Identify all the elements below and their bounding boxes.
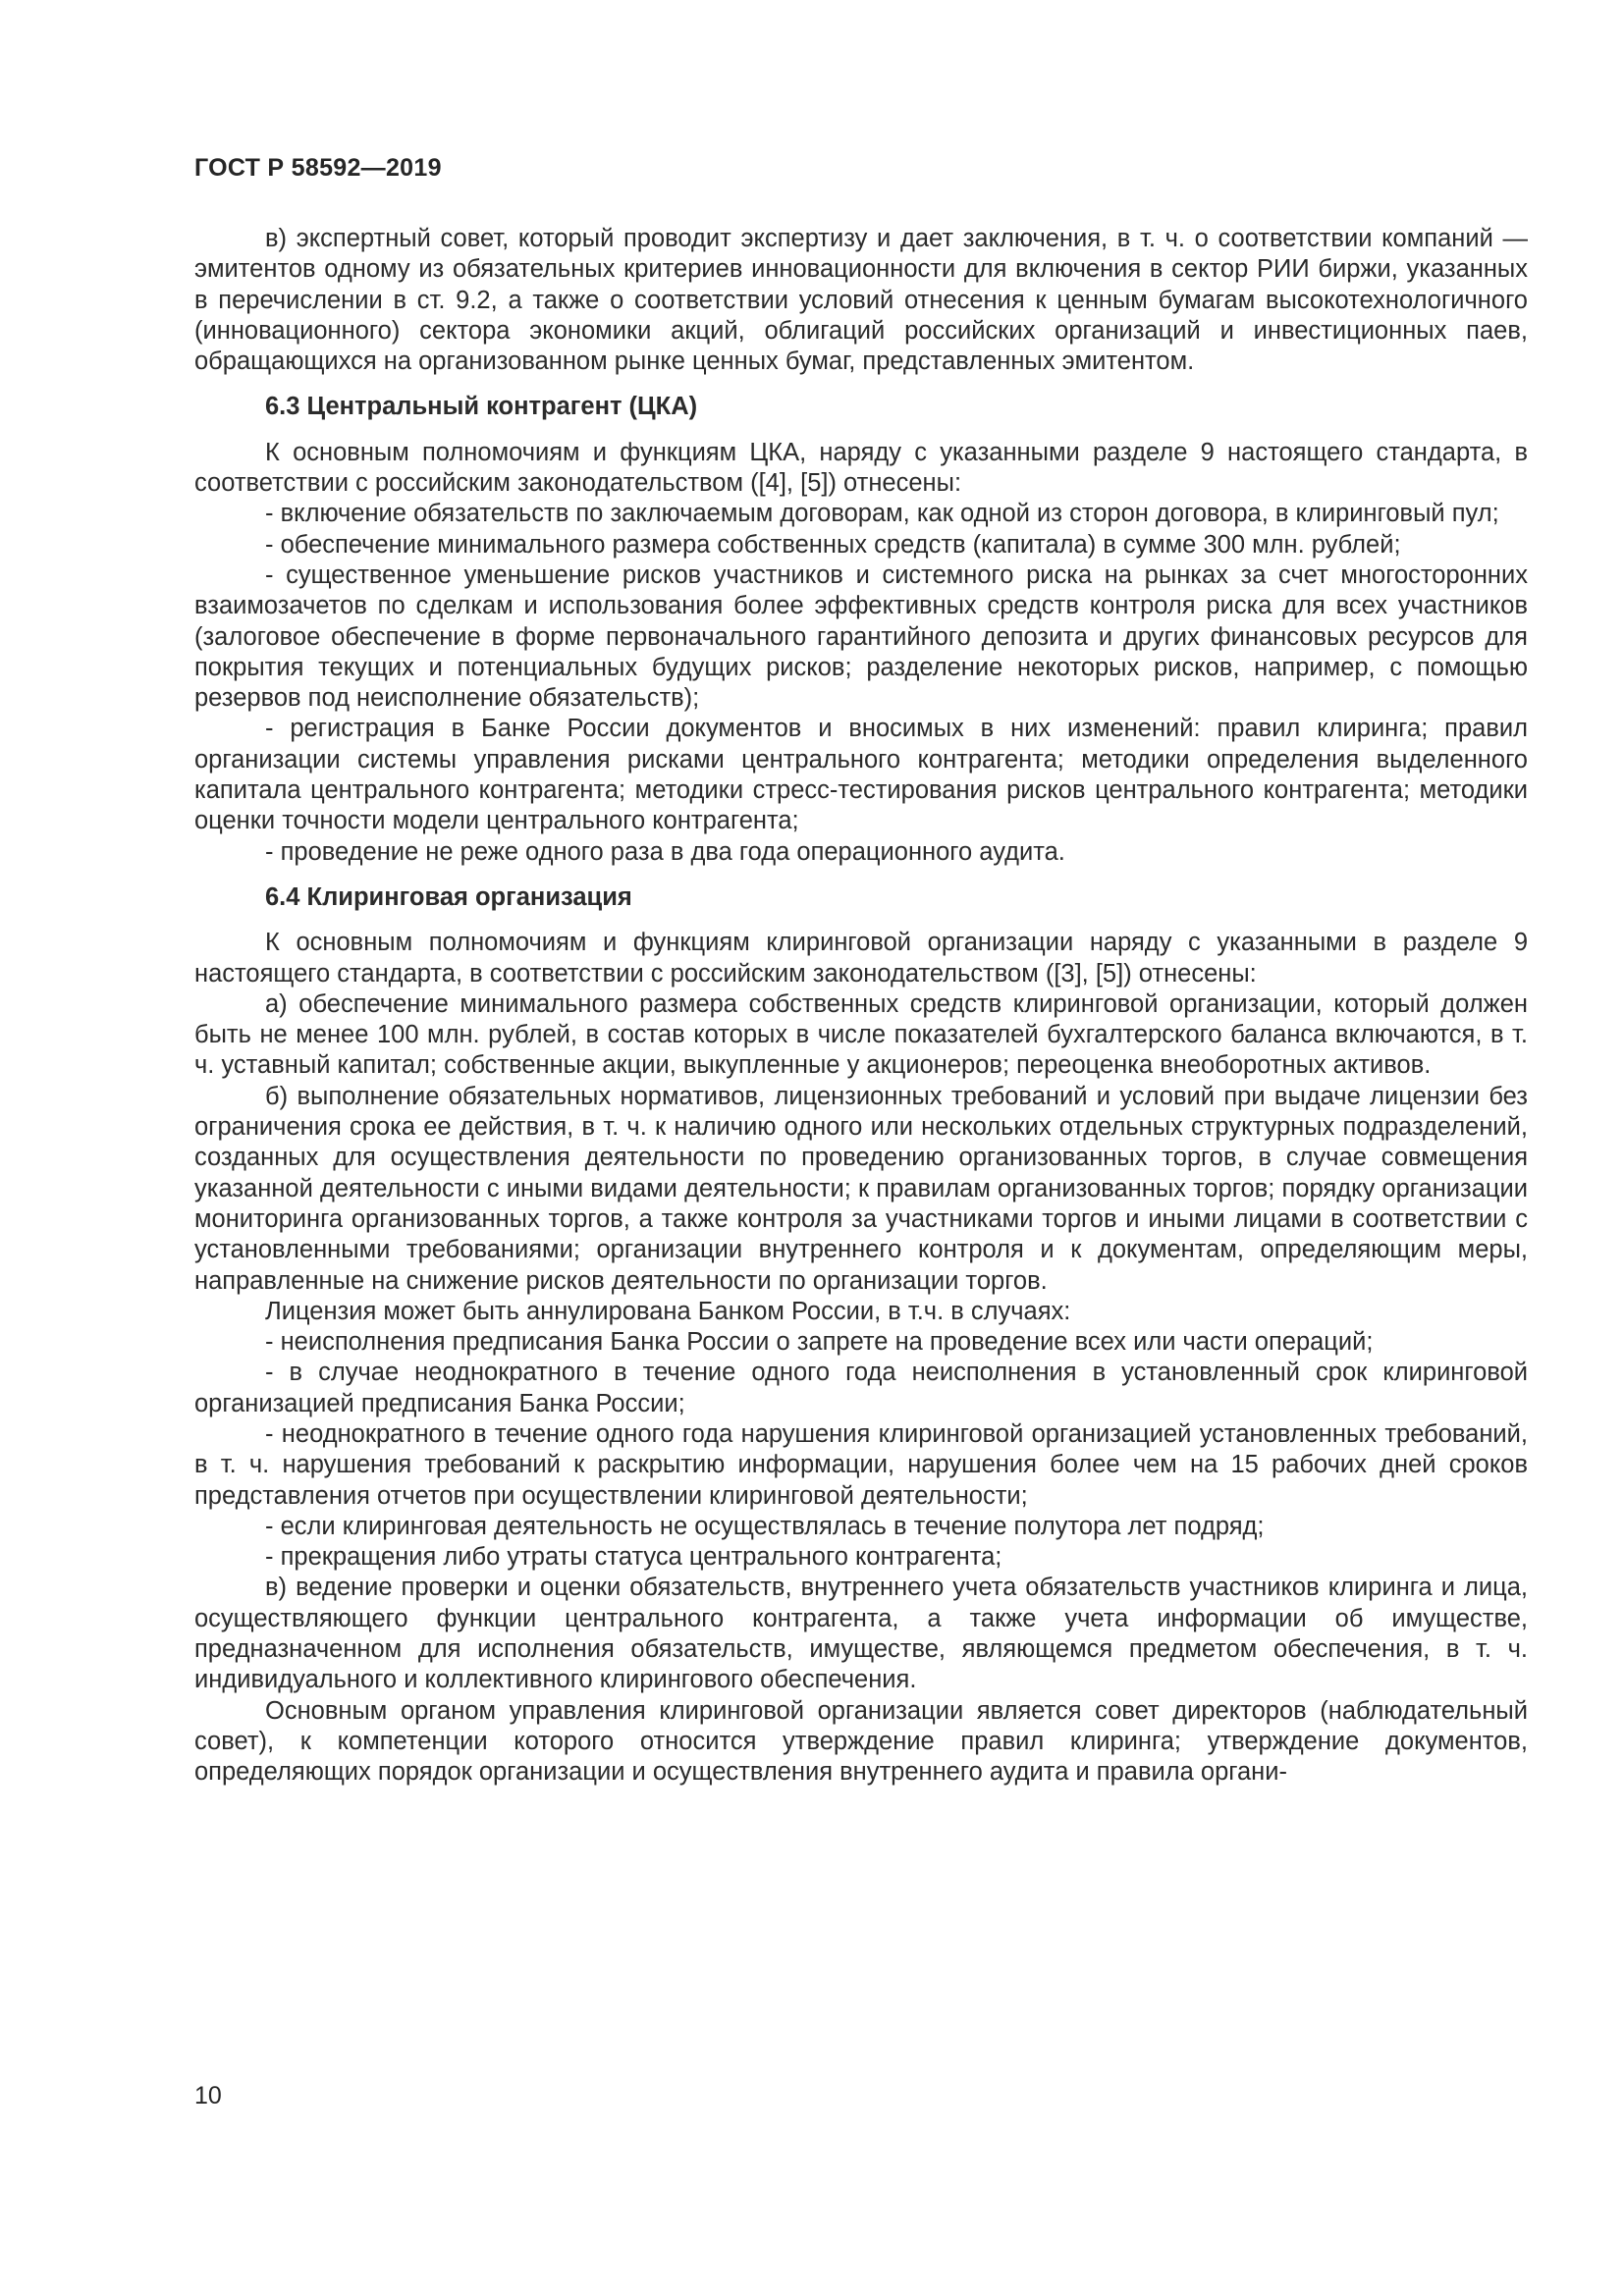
section-heading: 6.3 Центральный контрагент (ЦКА) xyxy=(265,393,698,421)
paragraph: - существенное уменьшение рисков участников и системного риска на рынках за счет многосторонних взаимозачетов по сделкам и использования более эффективных средств контроля риска для всех участников (залоговое обеспечение в форме первоначального гарантийного депозита и других финансовых ресурсов для покрытия текущих и потенциальных будущих рисков; разделение некоторых рисков, например, с помощью резервов под неисполнение обязательств); xyxy=(194,561,1528,713)
paragraph: - обеспечение минимального размера собственных средств (капитала) в сумме 300 млн. рублей; xyxy=(265,530,1401,559)
paragraph: - если клиринговая деятельность не осуществлялась в течение полутора лет подряд; xyxy=(265,1512,1265,1540)
paragraph: - проведение не реже одного раза в два года операционного аудита. xyxy=(265,837,1065,866)
paragraph: - неоднократного в течение одного года нарушения клиринговой организацией установленных требований, в т. ч. нарушения требований к раскрытию информации, нарушения более чем на 15 рабочих дней сроков представления отчетов при осуществлении клиринговой деятельности; xyxy=(194,1419,1528,1510)
document-header: ГОСТ Р 58592—2019 xyxy=(194,154,442,182)
paragraph: в) экспертный совет, который проводит экспертизу и дает заключения, в т. ч. о соответствии компаний — эмитентов одному из обязательных критериев инновационности для включения в сектор РИИ биржи, указанных в перечислении в ст. 9.2, а также о соответствии условий отнесения к ценным бумагам высокотехнологичного (инновационного) сектора экономики акций, облигаций российских организаций и инвестиционных паев, обращающихся на организованном рынке ценных бумаг, представленных эмитентом. xyxy=(194,225,1528,376)
paragraph: б) выполнение обязательных нормативов, лицензионных требований и условий при выдаче лицензии без ограничения срока ее действия, в т. ч. к наличию одного или нескольких отдельных структурных подразделений, созданных для осуществления деятельности по проведению организованных торгов, в случае совмещения указанной деятельности с иными видами деятельности; к правилам организованных торгов; порядку организации мониторинга организованных торгов, а также контроля за участниками торгов и иными лицами в соответствии с установленными требованиями; организации внутреннего контроля и к документам, определяющим меры, направленные на снижение рисков деятельности по организации торгов. xyxy=(194,1082,1528,1295)
paragraph: в) ведение проверки и оценки обязательств, внутреннего учета обязательств участников клиринга и лица, осуществляющего функции центрального контрагента, а также учета информации об имуществе, предназначенном для исполнения обязательств, имуществе, являющемся предметом обеспечения, в т. ч. индивидуального и коллективного клирингового обеспечения. xyxy=(194,1574,1528,1694)
paragraph: - прекращения либо утраты статуса центрального контрагента; xyxy=(265,1543,1002,1572)
paragraph: - неисполнения предписания Банка России о запрете на проведение всех или части операций; xyxy=(265,1328,1374,1357)
paragraph: К основным полномочиям и функциям клиринговой организации наряду с указанными в разделе 9 настоящего стандарта, в соответствии с российским законодательством ([3], [5]) отнесены: xyxy=(194,929,1528,988)
section-heading: 6.4 Клиринговая организация xyxy=(265,882,632,911)
paragraph: К основным полномочиям и функциям ЦКА, наряду с указанными разделе 9 настоящего стандарта, в соответствии с российским законодательством ([4], [5]) отнесены: xyxy=(194,438,1528,498)
document-body xyxy=(194,224,1528,1789)
paragraph: Лицензия может быть аннулирована Банком России, в т.ч. в случаях: xyxy=(265,1297,1071,1325)
paragraph: - регистрация в Банке России документов и вносимых в них изменений: правил клиринга; правил организации системы управления рисками центрального контрагента; методики определения выделенного капитала центрального контрагента; методики стресс-тестирования рисков центрального контрагента; методики оценки точности модели центрального контрагента; xyxy=(194,715,1528,835)
paragraph: - включение обязательств по заключаемым договорам, как одной из сторон договора, в клиринговый пул; xyxy=(265,500,1499,528)
paragraph: а) обеспечение минимального размера собственных средств клиринговой организации, который должен быть не менее 100 млн. рублей, в состав которых в числе показателей бухгалтерского баланса включаются, в т. ч. уставный капитал; собственные акции, выкупленные у акционеров; переоценка внеоборотных активов. xyxy=(194,989,1528,1080)
paragraph: - в случае неоднократного в течение одного года неисполнения в установленный срок клиринговой организацией предписания Банка России; xyxy=(194,1359,1528,1417)
page-number: 10 xyxy=(194,2082,222,2109)
paragraph: Основным органом управления клиринговой организации является совет директоров (наблюдательный совет), к компетенции которого относится утверждение правил клиринга; утверждение документов, определяющих порядок организации и осуществления внутреннего аудита и правила органи- xyxy=(194,1696,1528,1787)
